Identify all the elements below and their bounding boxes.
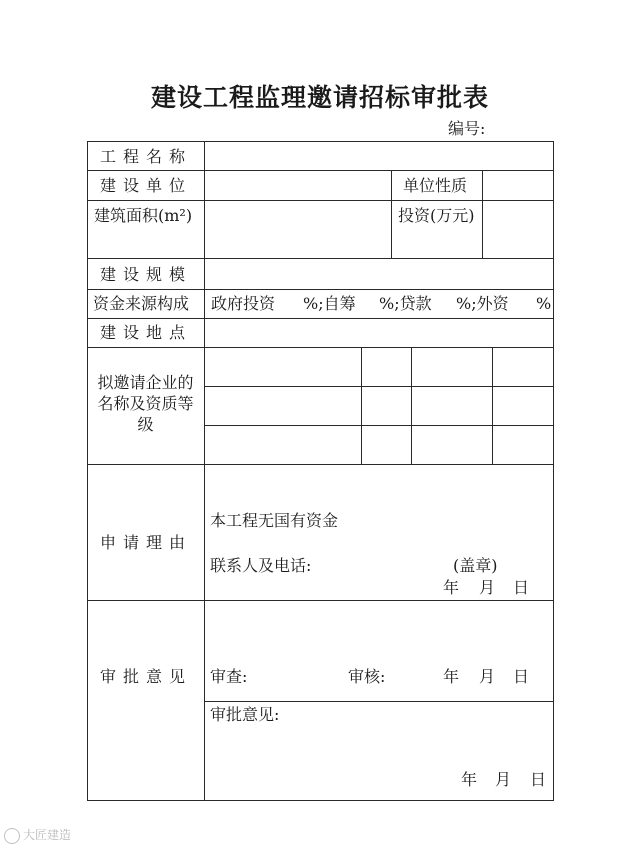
label-unit-nature: 单位性质 [403, 176, 468, 195]
table-border-left [87, 141, 88, 801]
reason-date-day: 日 [513, 578, 530, 597]
contact-label: 联系人及电话: [210, 556, 312, 575]
invitee-row-line [204, 386, 554, 387]
approval-date-year: 年 [461, 770, 478, 789]
table-border-right [553, 141, 554, 801]
invitee-col-line [361, 347, 362, 464]
label-reason: 申请理由 [100, 533, 193, 552]
reason-date-year: 年 [443, 578, 460, 597]
watermark-text: 大匠建造 [23, 828, 72, 842]
invitee-row-line [204, 425, 554, 426]
review-date-month: 月 [479, 667, 496, 686]
row-line [87, 464, 554, 465]
label-location: 建设地点 [100, 323, 193, 342]
review-date-year: 年 [443, 667, 460, 686]
row-line [87, 289, 554, 290]
table-border-top [87, 141, 554, 142]
fund-loan: %;贷款 [379, 294, 432, 313]
label-builder: 建设单位 [100, 176, 193, 195]
seal-label: (盖章) [453, 556, 498, 575]
label-fund-source: 资金来源构成 [93, 294, 190, 313]
fund-self-raised: %;自筹 [303, 294, 356, 313]
label-building-area: 建筑面积(m²) [94, 206, 193, 225]
cell-divider [482, 170, 483, 258]
invitees-line-1: 拟邀请企业的 [97, 373, 194, 392]
reason-date-month: 月 [479, 578, 496, 597]
label-investment: 投资(万元) [398, 206, 475, 225]
approval-opinion-label: 审批意见: [210, 705, 280, 724]
fund-foreign: %;外资 [456, 294, 509, 313]
row-line [87, 600, 554, 601]
fund-percent: % [536, 294, 552, 313]
fund-government: 政府投资 [211, 294, 276, 313]
watermark [4, 826, 71, 844]
watermark-logo-icon [4, 828, 20, 844]
label-scale: 建设规模 [100, 265, 193, 284]
label-approval: 审批意见 [100, 667, 193, 686]
approval-date-day: 日 [530, 770, 547, 789]
cell-divider [391, 170, 392, 258]
row-line [87, 170, 554, 171]
label-project-name: 工程名称 [100, 147, 193, 166]
label-column-divider [204, 141, 205, 801]
serial-number-label: 编号: [448, 119, 486, 138]
document-title: 建设工程监理邀请招标审批表 [150, 83, 489, 112]
approval-date-month: 月 [495, 770, 512, 789]
invitee-col-line [411, 347, 412, 464]
approval-row-line [204, 701, 554, 702]
label-invitees [87, 372, 204, 435]
review-date-day: 日 [513, 667, 530, 686]
invitees-line-2: 名称及资质等 [97, 394, 194, 413]
row-line [87, 347, 554, 348]
table-border-bottom [87, 800, 554, 801]
row-line [87, 318, 554, 319]
row-line [87, 258, 554, 259]
audit-label: 审核: [348, 667, 386, 686]
review-label: 审查: [210, 667, 248, 686]
invitee-col-line [492, 347, 493, 464]
reason-text: 本工程无国有资金 [210, 511, 339, 530]
row-line [87, 200, 554, 201]
invitees-line-3: 级 [137, 415, 154, 434]
